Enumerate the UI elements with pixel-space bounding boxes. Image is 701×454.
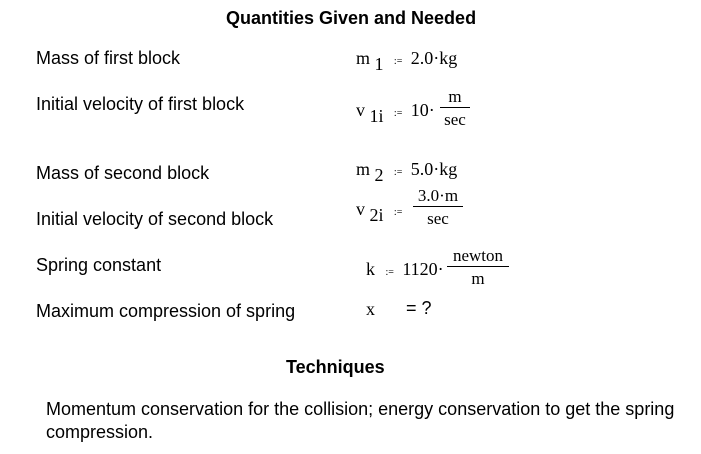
symbol-m2: m (356, 159, 371, 179)
coefficient-velocity-first-block: 10· (410, 100, 435, 120)
unit-denominator: sec (413, 206, 463, 229)
label-spring-constant: Spring constant (36, 255, 162, 275)
coefficient-spring-constant: 1120· (402, 259, 444, 279)
expr-mass-second-block (356, 159, 458, 185)
label-mass-second-block: Mass of second block (36, 163, 210, 183)
subscript-2: 2 (374, 165, 384, 185)
expr-velocity-first-block (356, 100, 435, 126)
techniques-heading: Techniques (286, 357, 385, 377)
expr-spring-constant (366, 259, 444, 280)
define-operator: := (385, 267, 394, 278)
symbol-m1: m (356, 48, 371, 68)
page-title: Quantities Given and Needed (226, 8, 477, 28)
unit-numerator: 3.0·m (417, 186, 459, 205)
label-mass-first-block: Mass of first block (36, 48, 181, 68)
symbol-v1i: v (356, 100, 365, 120)
unit-denominator: m (447, 266, 509, 289)
expr-velocity-second-block (356, 199, 403, 225)
expr-mass-first-block (356, 48, 458, 74)
unit-fraction-velocity-first (440, 87, 470, 130)
define-operator: := (393, 108, 403, 119)
unit-fraction-velocity-second (413, 186, 463, 229)
label-velocity-first-block: Initial velocity of first block (36, 94, 245, 114)
techniques-text: Momentum conservation for the collision; energy conservation to get the spring compression. (46, 399, 675, 442)
symbol-k: k (366, 259, 375, 279)
unit-numerator: newton (452, 246, 504, 265)
label-maximum-compression: Maximum compression of spring (36, 301, 296, 321)
symbol-v2i: v (356, 199, 365, 219)
label-velocity-second-block: Initial velocity of second block (36, 209, 274, 229)
unit-fraction-spring-constant (447, 246, 509, 289)
value-mass-second-block: 5.0·kg (410, 159, 458, 179)
unit-denominator: sec (440, 107, 470, 130)
define-operator: := (393, 56, 403, 67)
define-operator: := (393, 167, 403, 178)
value-mass-first-block: 2.0·kg (410, 48, 458, 68)
subscript-1i: 1i (369, 106, 384, 126)
subscript-2i: 2i (369, 205, 384, 225)
subscript-1: 1 (374, 54, 384, 74)
unit-numerator: m (448, 87, 462, 106)
unknown-marker: = ? (406, 298, 432, 318)
symbol-x: x (366, 299, 375, 319)
define-operator: := (393, 207, 403, 218)
